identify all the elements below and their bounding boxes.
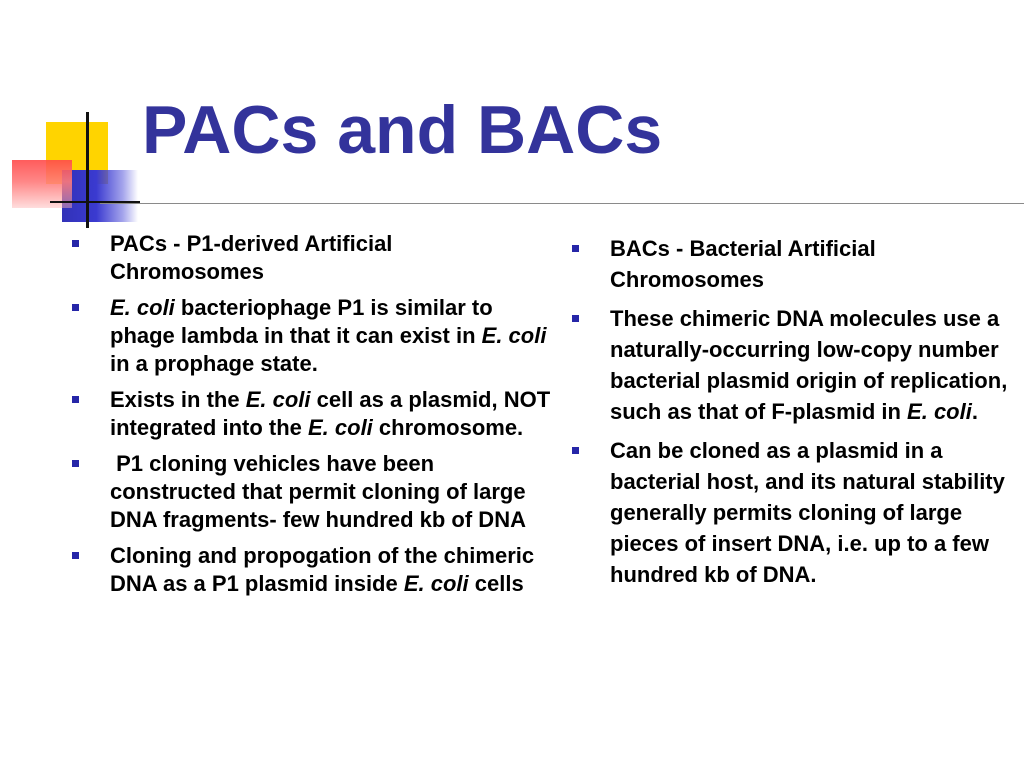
bullet-item [572, 435, 1012, 590]
italic-text: E. coli [907, 399, 972, 424]
text-segment: These chimeric DNA molecules use a naturally-occurring low-copy number bacterial plasmid origin of replication, such as that of F-plasmid in [610, 306, 1014, 424]
vertical-line [86, 112, 89, 228]
square-bullet-icon [72, 396, 79, 403]
text-segment: PACs - P1-derived Artificial Chromosomes [110, 231, 399, 284]
text-segment: BACs - Bacterial Artificial Chromosomes [610, 236, 882, 292]
text-segment: Exists in the [110, 387, 246, 412]
bacs-bullet-list [572, 233, 1012, 598]
text-segment: cells [468, 571, 524, 596]
square-bullet-icon [72, 240, 79, 247]
text-segment: P1 cloning vehicles have been constructed that permit cloning of large DNA fragments- few hundred kb of DNA [110, 451, 532, 532]
bullet-text [110, 543, 540, 596]
text-segment: Can be cloned as a plasmid in a bacterial host, and its natural stability generally permits cloning of large pieces of insert DNA, i.e. up to a few hundred kb of DNA. [610, 438, 1011, 587]
bullet-text [110, 387, 556, 440]
square-bullet-icon [72, 304, 79, 311]
title-rule [100, 203, 1024, 204]
bullet-text [610, 438, 1011, 587]
bullet-text [110, 451, 532, 532]
square-bullet-icon [572, 447, 579, 454]
text-segment: in a prophage state. [110, 323, 553, 376]
italic-text: E. coli [245, 387, 311, 412]
square-bullet-icon [572, 315, 579, 322]
square-bullet-icon [572, 245, 579, 252]
bullet-text [110, 295, 553, 376]
bullet-item [72, 450, 552, 534]
bullet-text [610, 236, 882, 292]
slide-title: PACs and BACs [142, 92, 663, 168]
square-bullet-icon [72, 552, 79, 559]
bullet-item [572, 303, 1012, 427]
text-segment: . [971, 399, 978, 424]
blue-square [62, 170, 138, 222]
bullet-item [72, 386, 557, 442]
text-segment: chromosome. [372, 415, 524, 440]
italic-text: E. coli [110, 295, 175, 320]
text-segment: cell as a plasmid, NOT integrated into the [110, 387, 557, 440]
text-segment: bacteriophage P1 is similar to phage lambda in that it can exist in [110, 295, 499, 348]
bullet-item [72, 294, 552, 378]
square-bullet-icon [72, 460, 79, 467]
italic-text: E. coli [481, 323, 547, 348]
decorative-squares-icon [0, 0, 140, 240]
bullet-text [110, 231, 399, 284]
italic-text: E. coli [403, 571, 469, 596]
bullet-item [572, 233, 1012, 295]
bullet-text [610, 306, 1013, 424]
italic-text: E. coli [308, 415, 373, 440]
bullet-item [72, 230, 552, 286]
text-segment: Cloning and propogation of the chimeric DNA as a P1 plasmid inside [110, 543, 541, 596]
bullet-item [72, 542, 552, 598]
pacs-bullet-list [72, 230, 557, 606]
